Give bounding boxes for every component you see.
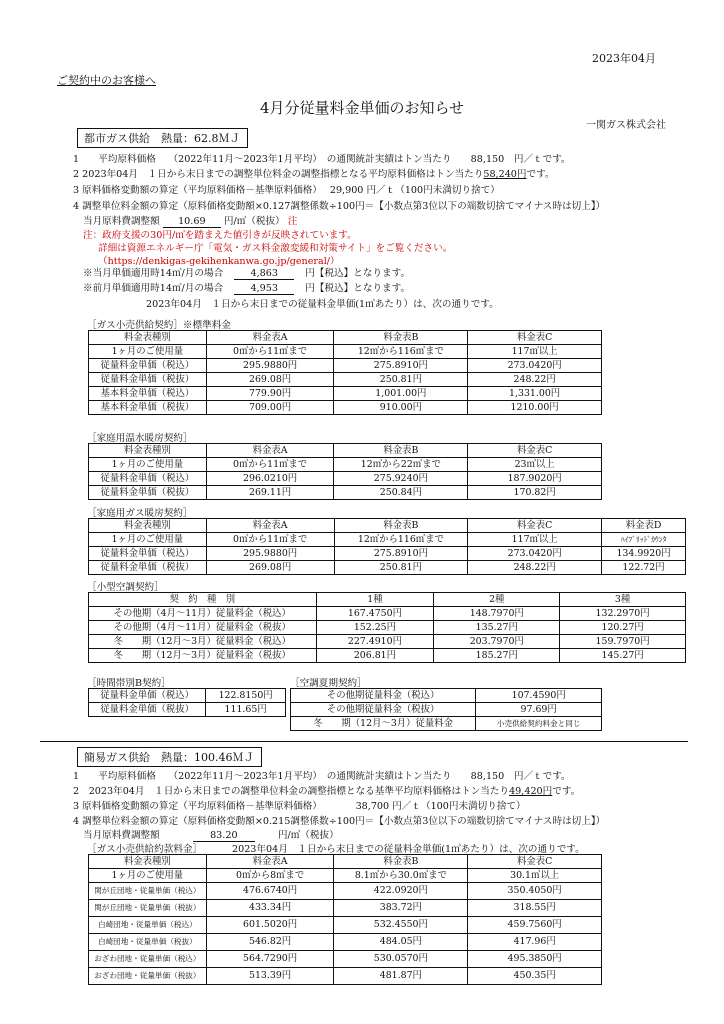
table-row (89, 968, 602, 985)
table-cell: 601.5020円 (206, 917, 334, 934)
table-cell: 250.81円 (334, 561, 468, 575)
city-current-value: 4,863 (234, 268, 294, 280)
table-header-cell: 契 約 種 別 (89, 593, 317, 607)
table-row (89, 934, 602, 951)
table-cell: 白崎団地・従量単価（税込） (89, 917, 207, 934)
table-row (89, 345, 602, 359)
simple-line-2-text: 2 2023年04月 １日から末日までの調整単位料金の調整指標となる基準平均原料価格はトン当たり (73, 786, 510, 797)
table-cell: 170.82円 (468, 486, 602, 500)
table-row (89, 533, 686, 547)
table-cell: 350.4050円 (468, 883, 602, 900)
table-cell: 30.1㎥以上 (468, 869, 602, 883)
city-current-label: ※当月単価適用時14㎥/月の場合 (83, 268, 224, 279)
table-cell: 1ヶ月のご使用量 (89, 345, 207, 359)
table-header-cell: 料金表C (468, 331, 602, 345)
simple-caption: ［ガス小売供給約款料金］ (87, 844, 203, 855)
t2-caption: ［家庭用温水暖房契約］ (87, 433, 193, 444)
city-current-suffix: 円【税込】となります。 (305, 268, 411, 279)
city-intro: 2023年04月 １日から末日までの従量料金単価(1㎥あたり）は、次の通りです。 (146, 299, 499, 310)
table-cell: 0㎥から11㎥まで (206, 345, 334, 359)
table-row (89, 869, 602, 883)
city-gas-header: 都市ガス供給 熱量：62.8ＭＪ (77, 128, 248, 148)
table-cell: 135.27円 (434, 621, 560, 635)
table-cell: 273.0420円 (468, 359, 602, 373)
table-row (291, 689, 602, 703)
table-cell: 185.27円 (434, 649, 560, 663)
simple-gas-header: 簡易ガス供給 熱量：100.46ＭＪ (77, 747, 262, 767)
table-cell: 318.55円 (468, 900, 602, 917)
table-cell: その他期（4月～11月）従量料金（税込） (89, 607, 317, 621)
table-cell: 295.9880円 (206, 547, 334, 561)
table-cell: 12㎥から116㎥まで (334, 533, 468, 547)
table-cell: 433.34円 (206, 900, 334, 917)
table-header-cell: 料金表種別 (89, 519, 207, 533)
table-header-cell: 料金表A (206, 331, 334, 345)
table-cell: 107.4590円 (476, 689, 602, 703)
city-note-2: 詳細は資源エネルギー庁「電気・ガス料金激変緩和対策サイト」をご覧ください。 (98, 243, 453, 254)
city-adj-note-mark: 注 (287, 216, 298, 227)
table-cell: 530.0570円 (334, 951, 468, 968)
table-cell: 小売供給契約料金と同じ (476, 717, 602, 731)
table-header-cell: 料金表B (334, 855, 468, 869)
table-cell: 1ヶ月のご使用量 (89, 458, 207, 472)
table-header-cell: 料金表B (334, 444, 468, 458)
simple-adj-unit: 円/㎥（税抜） (277, 830, 339, 841)
table-cell: 23㎥以上 (468, 458, 602, 472)
table-header-cell: 料金表D (602, 519, 686, 533)
time-of-use-table (88, 688, 286, 717)
table-cell: 269.11円 (206, 486, 334, 500)
table-header-row (89, 444, 602, 458)
t5-caption: ［時間帯別B契約］ (87, 678, 171, 689)
summer-aircon-table (290, 688, 602, 731)
hot-water-heating-table (88, 443, 602, 500)
table-cell: 203.7970円 (434, 635, 560, 649)
table-cell: 従量料金単価（税込） (89, 472, 207, 486)
table-header-cell: 料金表種別 (89, 331, 207, 345)
table-cell: 冬 期（12月～3月）従量料金 (291, 717, 476, 731)
table-cell: 564.7290円 (206, 951, 334, 968)
table-cell: おざわ団地・従量単価（税抜） (89, 968, 207, 985)
table-cell: 従量料金単価（税抜） (89, 561, 207, 575)
table-header-cell: 料金表A (206, 444, 334, 458)
table-row (89, 486, 602, 500)
table-cell: 275.9240円 (334, 472, 468, 486)
table-cell: 450.35円 (468, 968, 602, 985)
t4-caption: ［小型空調契約］ (87, 582, 164, 593)
table-cell: 227.4910円 (316, 635, 434, 649)
table-cell: 159.7970円 (560, 635, 686, 649)
table-cell: 476.6740円 (206, 883, 334, 900)
table-cell: 532.4550円 (334, 917, 468, 934)
table-cell: 206.81円 (316, 649, 434, 663)
city-line-3: 3 原料価格変動額の算定（平均原料価格－基準原料価格） 29,900 円／ｔ（100円未満切り捨て） (73, 185, 500, 196)
table-cell: 383.72円 (334, 900, 468, 917)
table-cell: 1ヶ月のご使用量 (89, 533, 207, 547)
table-row (291, 717, 602, 731)
table-row (89, 900, 602, 917)
t3-caption: ［家庭用ガス暖房契約］ (87, 508, 193, 519)
table-cell: 117㎥以上 (468, 345, 602, 359)
table-row (89, 373, 602, 387)
table-cell: その他期従量料金（税込） (291, 689, 476, 703)
table-row (89, 607, 686, 621)
table-cell: 481.87円 (334, 968, 468, 985)
city-adj-label: 当月原料費調整額 (83, 216, 160, 227)
table-cell: 冬 期（12月～3月）従量料金（税込） (89, 635, 317, 649)
city-previous-suffix: 円【税込】となります。 (305, 283, 411, 294)
table-cell: 248.22円 (468, 561, 602, 575)
city-line-2-end: です。 (526, 169, 555, 180)
small-aircon-table (88, 592, 686, 663)
table-row (291, 703, 602, 717)
table-header-cell: 料金表A (206, 519, 334, 533)
table-cell: 基本料金単価（税抜） (89, 401, 207, 415)
table-cell: 250.84円 (334, 486, 468, 500)
city-line-2-text: 2 2023年04月 １日から末日までの調整単位料金の調整指標となる平均原料価格はトン当たり (73, 169, 484, 180)
simple-line-3: 3 原料価格変動額の算定（平均原料価格－基準原料価格） 38,700 円／ｔ（100円未満切り捨て） (73, 801, 526, 812)
table-cell: 134.9920円 (602, 547, 686, 561)
city-adj-value: 10.69 (163, 216, 221, 228)
table-cell: 187.9020円 (468, 472, 602, 486)
table-cell: 148.7970円 (434, 607, 560, 621)
customer-greeting: ご契約中のお客様へ (57, 74, 156, 87)
table-cell: 779.90円 (206, 387, 334, 401)
standard-rate-table (88, 330, 602, 415)
table-cell: 145.27円 (560, 649, 686, 663)
table-cell: 117㎥以上 (468, 533, 602, 547)
table-cell: 122.72円 (602, 561, 686, 575)
table-cell: 0㎥から8㎥まで (206, 869, 334, 883)
gas-heating-table (88, 518, 686, 575)
table-cell: 269.08円 (206, 561, 334, 575)
table-row (89, 458, 602, 472)
table-cell: 417.96円 (468, 934, 602, 951)
table-cell: 111.65円 (206, 703, 286, 717)
table-header-cell: 料金表A (206, 855, 334, 869)
table-cell: 295.9880円 (206, 359, 334, 373)
table-cell: 152.25円 (316, 621, 434, 635)
table-cell: 709.00円 (206, 401, 334, 415)
table-cell: 122.8150円 (206, 689, 286, 703)
table-cell: 296.0210円 (206, 472, 334, 486)
table-header-cell: 料金表C (468, 855, 602, 869)
simple-gas-rate-table (88, 854, 602, 985)
table-cell: 269.08円 (206, 373, 334, 387)
table-cell: 従量料金単価（税抜） (89, 486, 207, 500)
table-row (89, 951, 602, 968)
table-cell: 513.39円 (206, 968, 334, 985)
table-cell: 422.0920円 (334, 883, 468, 900)
table-header-cell: 3種 (560, 593, 686, 607)
table-cell: 275.8910円 (334, 547, 468, 561)
t6-caption: ［空調夏期契約］ (290, 678, 367, 689)
table-cell: ﾊｲﾌﾞﾘｯﾄﾞｶｳﾝﾀ (602, 533, 686, 547)
table-cell: 132.2970円 (560, 607, 686, 621)
city-previous-example (83, 280, 410, 295)
city-line-4: 4 調整単位料金額の算定（原料価格変動額×0.127調整係数÷100円＝【小数点第3位以下の端数切捨てマイナス時は切上】） (73, 201, 606, 212)
table-row (89, 359, 602, 373)
table-cell: 910.00円 (334, 401, 468, 415)
table-cell: 従量料金単価（税込） (89, 689, 206, 703)
table-cell: 関が丘団地・従量単価（税抜） (89, 900, 207, 917)
table-cell: 1,331.00円 (468, 387, 602, 401)
table-cell: 従量料金単価（税込） (89, 547, 207, 561)
table-header-cell: 料金表C (468, 519, 602, 533)
table-cell: 495.3850円 (468, 951, 602, 968)
table-cell: 0㎥から11㎥まで (206, 533, 334, 547)
city-line-1: 1 平均原料価格 （2022年11月～2023年1月平均） の通関統計実績はトン当たり 88,150 円／ｔです。 (73, 154, 571, 165)
table-cell: その他期従量料金（税抜） (291, 703, 476, 717)
table-cell: 1210.00円 (468, 401, 602, 415)
t1-caption: ［ガス小売供給契約］※標準料金 (87, 320, 231, 331)
table-cell: 従量料金単価（税込） (89, 359, 207, 373)
table-cell: 1ヶ月のご使用量 (89, 869, 207, 883)
city-note-3: （https://denkigas-gekihenkanwa.go.jp/general/） (98, 256, 340, 267)
table-cell: 459.7560円 (468, 917, 602, 934)
table-cell: 484.05円 (334, 934, 468, 951)
city-previous-value: 4,953 (234, 283, 294, 295)
table-cell: 冬 期（12月～3月）従量料金（税抜） (89, 649, 317, 663)
table-cell: 273.0420円 (468, 547, 602, 561)
simple-line-4: 4 調整単位料金額の算定（原料価格変動額×0.215調整係数÷100円＝【小数点第3位以下の端数切捨てマイナス時は切上】） (73, 816, 606, 827)
city-adj-unit: 円/㎥（税抜） (223, 216, 285, 227)
table-row (89, 635, 686, 649)
simple-line-2 (73, 783, 580, 797)
table-row (89, 917, 602, 934)
table-row (89, 689, 286, 703)
city-previous-label: ※前月単価適用時14㎥/月の場合 (83, 283, 224, 294)
city-line-2 (73, 166, 555, 180)
city-current-example (83, 265, 410, 280)
table-row (89, 547, 686, 561)
table-cell: 関が丘団地・従量単価（税込） (89, 883, 207, 900)
table-header-cell: 1種 (316, 593, 434, 607)
table-header-cell: 料金表種別 (89, 444, 207, 458)
table-cell: 248.22円 (468, 373, 602, 387)
table-cell: 12㎥から116㎥まで (334, 345, 468, 359)
simple-adj-label: 当月原料費調整額 (83, 830, 160, 841)
table-cell: 97.69円 (476, 703, 602, 717)
simple-adjustment (83, 827, 339, 842)
table-header-row (89, 593, 686, 607)
table-row (89, 472, 602, 486)
city-note-1: 注：政府支援の30円/㎥を踏まえた値引きが反映されています。 (83, 230, 357, 241)
table-cell: 白崎団地・従量単価（税抜） (89, 934, 207, 951)
section-divider (40, 741, 688, 742)
table-cell: 0㎥から11㎥まで (206, 458, 334, 472)
table-header-row (89, 519, 686, 533)
table-cell: 546.82円 (206, 934, 334, 951)
table-cell: 250.81円 (334, 373, 468, 387)
table-row (89, 883, 602, 900)
table-header-row (89, 331, 602, 345)
table-cell: その他期（4月～11月）従量料金（税抜） (89, 621, 317, 635)
document-date: 2023年04月 (592, 52, 656, 65)
table-cell: 従量料金単価（税抜） (89, 703, 206, 717)
table-header-cell: 2種 (434, 593, 560, 607)
city-adjustment (83, 213, 297, 228)
table-row (89, 649, 686, 663)
table-header-cell: 料金表B (334, 331, 468, 345)
table-header-cell: 料金表種別 (89, 855, 207, 869)
table-row (89, 561, 686, 575)
city-avg-price: 58,240円 (483, 169, 527, 180)
simple-line-2-end: です。 (552, 786, 581, 797)
table-cell: 275.8910円 (334, 359, 468, 373)
page-title: 4月分従量料金単価のお知らせ (259, 99, 465, 117)
simple-intro: 2023年04月 １日から末日までの従量料金単価(1㎥あたり）は、次の通りです。 (232, 844, 585, 855)
table-cell: 167.4750円 (316, 607, 434, 621)
table-row (89, 387, 602, 401)
table-row (89, 401, 602, 415)
table-cell: 120.27円 (560, 621, 686, 635)
table-cell: 12㎥から22㎥まで (334, 458, 468, 472)
simple-line-1: 1 平均原料価格 （2022年11月～2023年1月平均） の通関統計実績はトン当たり 88,150 円／ｔです。 (73, 771, 571, 782)
table-row (89, 703, 286, 717)
table-header-cell: 料金表B (334, 519, 468, 533)
table-cell: 8.1㎥から30.0㎥まで (334, 869, 468, 883)
company-name: 一関ガス株式会社 (586, 120, 666, 131)
table-cell: おざわ団地・従量単価（税込） (89, 951, 207, 968)
table-cell: 1,001.00円 (334, 387, 468, 401)
table-row (89, 621, 686, 635)
table-cell: 従量料金単価（税抜） (89, 373, 207, 387)
table-cell: 基本料金単価（税込） (89, 387, 207, 401)
table-header-row (89, 855, 602, 869)
table-header-cell: 料金表C (468, 444, 602, 458)
simple-adj-value: 83.20 (193, 830, 255, 842)
simple-avg-price: 49,420円 (509, 786, 553, 797)
